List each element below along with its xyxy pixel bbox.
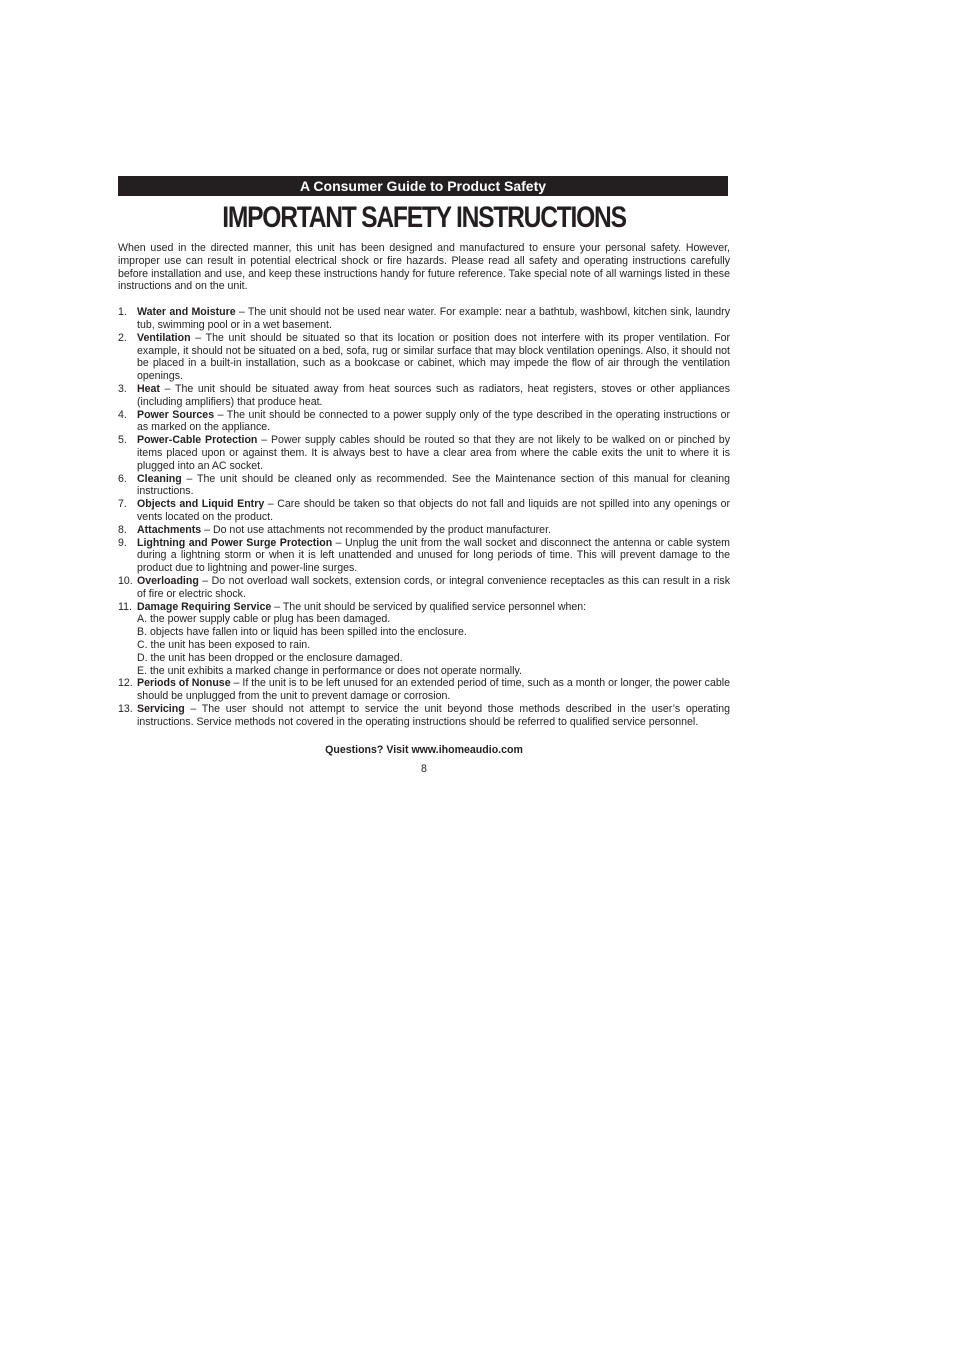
item-number: 9. [118, 536, 127, 549]
item-term: Cleaning [137, 472, 182, 485]
list-item [118, 703, 730, 729]
service-condition: E. the unit exhibits a marked change in performance or does not operate normally. [137, 664, 522, 677]
list-item [118, 306, 730, 332]
item-number: 6. [118, 472, 127, 485]
item-number: 4. [118, 408, 127, 421]
item-number: 8. [118, 523, 127, 536]
item-term: Servicing [137, 702, 185, 715]
list-item [118, 601, 730, 678]
item-text: – Power supply cables should be routed so that they are not likely to be walked on or pinched by items placed upon or against them. It is always best to have a clear area from where the cable exits the unit to where it is plugged into an AC socket. [137, 434, 730, 472]
item-number: 3. [118, 382, 127, 395]
section-banner: A Consumer Guide to Product Safety [118, 176, 728, 196]
item-term: Power-Cable Protection [137, 434, 258, 447]
service-condition: B. objects have fallen into or liquid has been spilled into the enclosure. [137, 626, 467, 639]
service-conditions-list [137, 613, 730, 677]
item-text: – If the unit is to be left unused for an extended period of time, such as a month or longer, the power cable should be unplugged from the unit to prevent damage or corrosion. [137, 677, 730, 703]
item-text: – Do not overload wall sockets, extension cords, or integral convenience receptacles as this can result in a risk of fire or electric shock. [137, 574, 730, 600]
list-item [118, 383, 730, 409]
list-item [118, 524, 730, 537]
item-term: Overloading [137, 574, 199, 587]
service-condition: C. the unit has been exposed to rain. [137, 638, 311, 651]
list-item [118, 677, 730, 703]
item-text: – Care should be taken so that objects do not fall and liquids are not spilled into any openings or vents located on the product. [137, 498, 730, 523]
item-number: 1. [118, 306, 127, 319]
list-item [118, 332, 730, 383]
safety-list [118, 306, 730, 728]
list-item [118, 473, 730, 499]
list-item [118, 434, 730, 472]
item-term: Objects and Liquid Entry [137, 498, 265, 511]
intro-paragraph: When used in the directed manner, this unit has been designed and manufactured to ensure your personal safety. However, improper use can result in potential electrical shock or fire hazards. Please read all safety and operating instructions carefully before installation and use, and keep these instructions handy for future reference. Take special note of all warnings listed in these instructions and on the unit. [118, 242, 730, 293]
item-term: Attachments [137, 523, 202, 536]
questions-footer: Questions? Visit www.ihomeaudio.com [325, 744, 523, 757]
safety-page [118, 176, 730, 775]
item-number: 11. [118, 600, 132, 613]
item-text: – The unit should be situated away from heat sources such as radiators, heat registers, stoves or other appliances (including amplifiers) that produce heat. [137, 382, 730, 408]
item-text: – The user should not attempt to service the unit beyond those methods described in the user’s operating instructions. Service methods not covered in the operating instructions should be referred to qualified service personnel. [137, 702, 730, 728]
item-text: – Unplug the unit from the wall socket and disconnect the antenna or cable system during a lightning storm or when it is left unattended and unused for long periods of time. This will prevent damage to the product due to lightning and power-line surges. [137, 536, 731, 575]
item-number: 2. [118, 331, 127, 344]
list-item [118, 575, 730, 601]
item-term: Power Sources [137, 408, 215, 421]
list-item [118, 498, 730, 524]
item-text: – The unit should be connected to a power supply only of the type described in the operating instructions or as marked on the appliance. [137, 408, 731, 434]
item-number: 10. [118, 574, 133, 587]
item-term: Water and Moisture [137, 306, 236, 319]
item-term: Damage Requiring Service [137, 600, 272, 613]
list-item [118, 409, 730, 435]
item-text: – Do not use attachments not recommended by the product manufacturer. [201, 523, 551, 536]
item-number: 5. [118, 434, 127, 447]
item-term: Heat [137, 382, 160, 395]
service-condition: D. the unit has been dropped or the enclosure damaged. [137, 651, 403, 664]
list-item [118, 537, 730, 575]
item-number: 13. [118, 702, 133, 715]
item-number: 7. [118, 498, 127, 511]
page-number: 8 [421, 763, 427, 776]
item-text: – The unit should be serviced by qualified service personnel when: [271, 600, 587, 613]
item-term: Ventilation [137, 331, 191, 344]
item-number: 12. [118, 677, 133, 690]
item-text: – The unit should not be used near water. For example: near a bathtub, washbowl, kitchen sink, laundry tub, swimming pool or in a wet basement. [137, 306, 731, 331]
page-title: IMPORTANT SAFETY INSTRUCTIONS [222, 201, 626, 234]
service-condition: A. the power supply cable or plug has been damaged. [137, 613, 391, 626]
item-text: – The unit should be situated so that its location or position does not interfere with its proper ventilation. For example, it should not be situated on a bed, sofa, rug or similar surface that may block ventilation openings. Also, it should not be placed in a built-in installation, such as a bookcase or cabinet, which may impede the flow of air through the ventilation openings. [137, 331, 730, 383]
item-term: Periods of Nonuse [137, 677, 231, 690]
item-term: Lightning and Power Surge Protection [137, 536, 333, 549]
item-text: – The unit should be cleaned only as recommended. See the Maintenance section of this manual for cleaning instructions. [137, 472, 730, 498]
